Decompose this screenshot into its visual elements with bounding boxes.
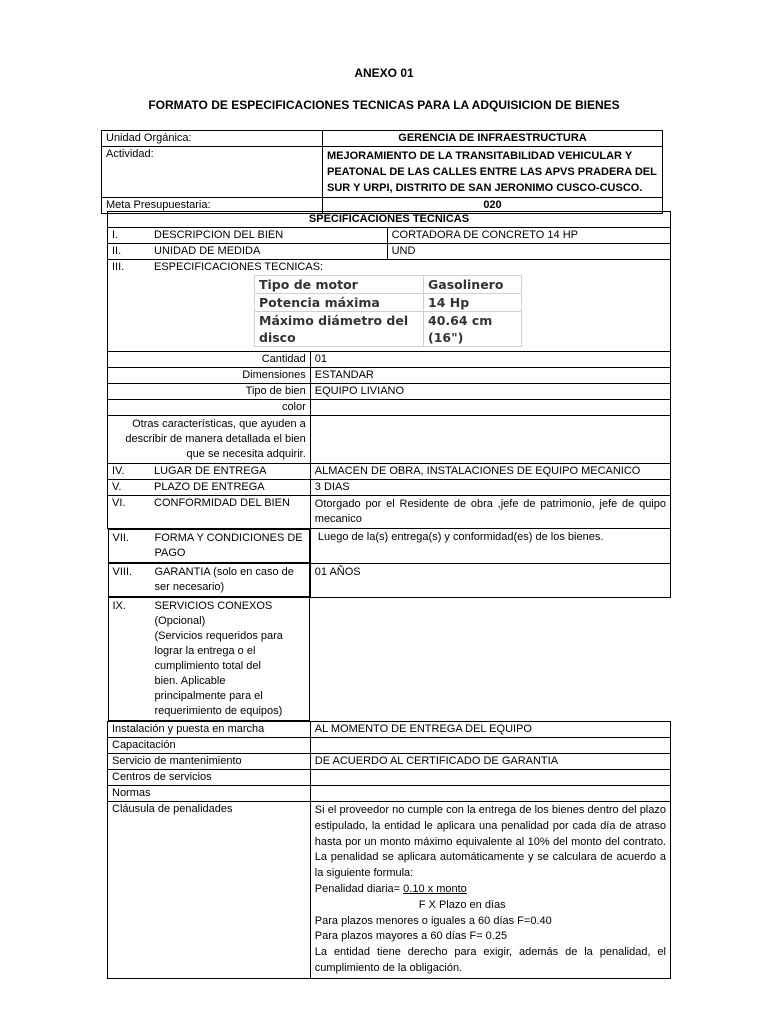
norms-value bbox=[310, 786, 670, 802]
motor-spec-label: Tipo de motor bbox=[255, 276, 424, 294]
dimensions-value: ESTANDAR bbox=[310, 368, 670, 384]
warranty-value: 01 AÑOS bbox=[310, 563, 670, 597]
dimensions-label: Dimensiones bbox=[108, 368, 311, 384]
unit-label: Unidad Orgánica: bbox=[102, 131, 323, 147]
row-value: UND bbox=[387, 244, 670, 260]
payment-value: Luego de la(s) entrega(s) y conformidad(es) de los bienes. bbox=[310, 529, 670, 564]
row-number: IX. bbox=[112, 600, 126, 612]
row-value: CORTADORA DE CONCRETO 14 HP bbox=[387, 228, 670, 244]
maintenance-label: Servicio de mantenimiento bbox=[108, 754, 311, 770]
norms-label: Normas bbox=[108, 786, 311, 802]
formula-label: Penalidad diaria= bbox=[314, 882, 401, 895]
unit-value: GERENCIA DE INFRAESTRUCTURA bbox=[323, 131, 663, 147]
service-centers-label: Centros de servicios bbox=[108, 770, 311, 786]
penalty-text: Si el proveedor no cumple con la entrega de los bienes dentro del plazo estipulado, la entidad le aplicara una penalidad por cada día de atraso hasta por un monto máximo equivalente al 10% del monto del contrato. La penalidad se aplicara automáticamente y se calculara de acuerdo a la siguiente formula: bbox=[314, 804, 666, 880]
row-number: I. bbox=[112, 229, 119, 241]
annex-title: ANEXO 01 bbox=[354, 66, 414, 80]
row-number: IV. bbox=[112, 465, 125, 477]
other-features-value bbox=[310, 416, 670, 464]
penalty-rule-1: Para plazos menores o iguales a 60 días F=0.40 bbox=[314, 914, 552, 927]
penalty-clause bbox=[310, 802, 670, 979]
type-label: Tipo de bien bbox=[108, 384, 311, 400]
row-unit bbox=[108, 244, 671, 260]
row-specs bbox=[108, 260, 671, 352]
quantity-value: 01 bbox=[310, 352, 670, 368]
delivery-term-label: PLAZO DE ENTREGA bbox=[154, 481, 265, 493]
training-label: Capacitación bbox=[108, 738, 311, 754]
spec-title: SPECIFICACIONES TECNICAS bbox=[108, 212, 671, 228]
color-value bbox=[310, 400, 670, 416]
motor-spec-value: 14 Hp bbox=[424, 294, 522, 312]
installation-value: AL MOMENTO DE ENTREGA DEL EQUIPO bbox=[310, 722, 670, 738]
motor-spec-label: Potencia máxima bbox=[255, 294, 424, 312]
penalty-label: Cláusula de penalidades bbox=[108, 802, 311, 979]
delivery-place-label: LUGAR DE ENTREGA bbox=[154, 465, 267, 477]
row-number: III. bbox=[112, 261, 125, 273]
installation-label: Instalación y puesta en marcha bbox=[108, 722, 311, 738]
activity-label: Actividad: bbox=[102, 147, 323, 198]
spec-table bbox=[107, 211, 671, 979]
service-centers-value bbox=[310, 770, 670, 786]
row-number: II. bbox=[112, 245, 122, 257]
color-label: color bbox=[108, 400, 311, 416]
formula-denominator: F X Plazo en días bbox=[418, 898, 506, 911]
formula-numerator: 0.10 x monto bbox=[403, 882, 467, 895]
delivery-place-value: ALMACEN DE OBRA, INSTALACIONES DE EQUIPO MECANICO bbox=[310, 464, 670, 480]
meta-label: Meta Presupuestaria: bbox=[102, 198, 323, 214]
activity-value: MEJORAMIENTO DE LA TRANSITABILIDAD VEHICULAR Y PEATONAL DE LAS CALLES ENTRE LAS APVS PRADERA DEL SUR Y URPI, DISTRITO DE SAN JERONIMO CUSCO-CUSCO. bbox=[323, 147, 663, 198]
row-number: VII. bbox=[112, 532, 130, 544]
form-title: FORMATO DE ESPECIFICACIONES TECNICAS PARA LA ADQUISICION DE BIENES bbox=[148, 98, 620, 112]
quantity-label: Cantidad bbox=[108, 352, 311, 368]
conformity-label: CONFORMIDAD DEL BIEN bbox=[154, 497, 290, 509]
row-label: UNIDAD DE MEDIDA bbox=[154, 245, 261, 257]
payment-label: FORMA Y CONDICIONES DE PAGO bbox=[154, 532, 303, 559]
penalty-rule-2: Para plazos mayores a 60 días F= 0.25 bbox=[314, 930, 508, 943]
related-services-label: SERVICIOS CONEXOS (Opcional) bbox=[154, 600, 273, 627]
conformity-value: Otorgado por el Residente de obra ,jefe de patrimonio, jefe de quipo mecanico bbox=[310, 496, 670, 529]
related-services-description: (Servicios requeridos para lograr la entrega o el cumplimiento total del bien. Aplicable principalmente para el requerimiento de equipos) bbox=[154, 630, 283, 717]
meta-value: 020 bbox=[323, 198, 663, 214]
row-description bbox=[108, 228, 671, 244]
motor-spec-table bbox=[254, 275, 522, 347]
penalty-closing: La entidad tiene derecho para exigir, además de la penalidad, el cumplimiento de la obligación. bbox=[314, 946, 666, 974]
delivery-term-value: 3 DIAS bbox=[310, 480, 670, 496]
row-label: ESPECIFICACIONES TECNICAS: bbox=[154, 261, 324, 273]
row-label: DESCRIPCION DEL BIEN bbox=[154, 229, 284, 241]
header-table bbox=[101, 130, 663, 214]
row-number: VIII. bbox=[112, 566, 133, 578]
training-value bbox=[310, 738, 670, 754]
warranty-label: GARANTIA (solo en caso de ser necesario) bbox=[154, 566, 294, 593]
motor-spec-label: Máximo diámetro del disco bbox=[255, 312, 424, 347]
type-value: EQUIPO LIVIANO bbox=[310, 384, 670, 400]
row-number: VI. bbox=[112, 497, 126, 509]
motor-spec-value: Gasolinero bbox=[424, 276, 522, 294]
motor-spec-value: 40.64 cm (16") bbox=[424, 312, 522, 347]
other-features-label: Otras características, que ayuden a describir de manera detallada el bien que se necesita adquirir. bbox=[108, 416, 311, 464]
row-number: V. bbox=[112, 481, 122, 493]
maintenance-value: DE ACUERDO AL CERTIFICADO DE GARANTIA bbox=[310, 754, 670, 770]
